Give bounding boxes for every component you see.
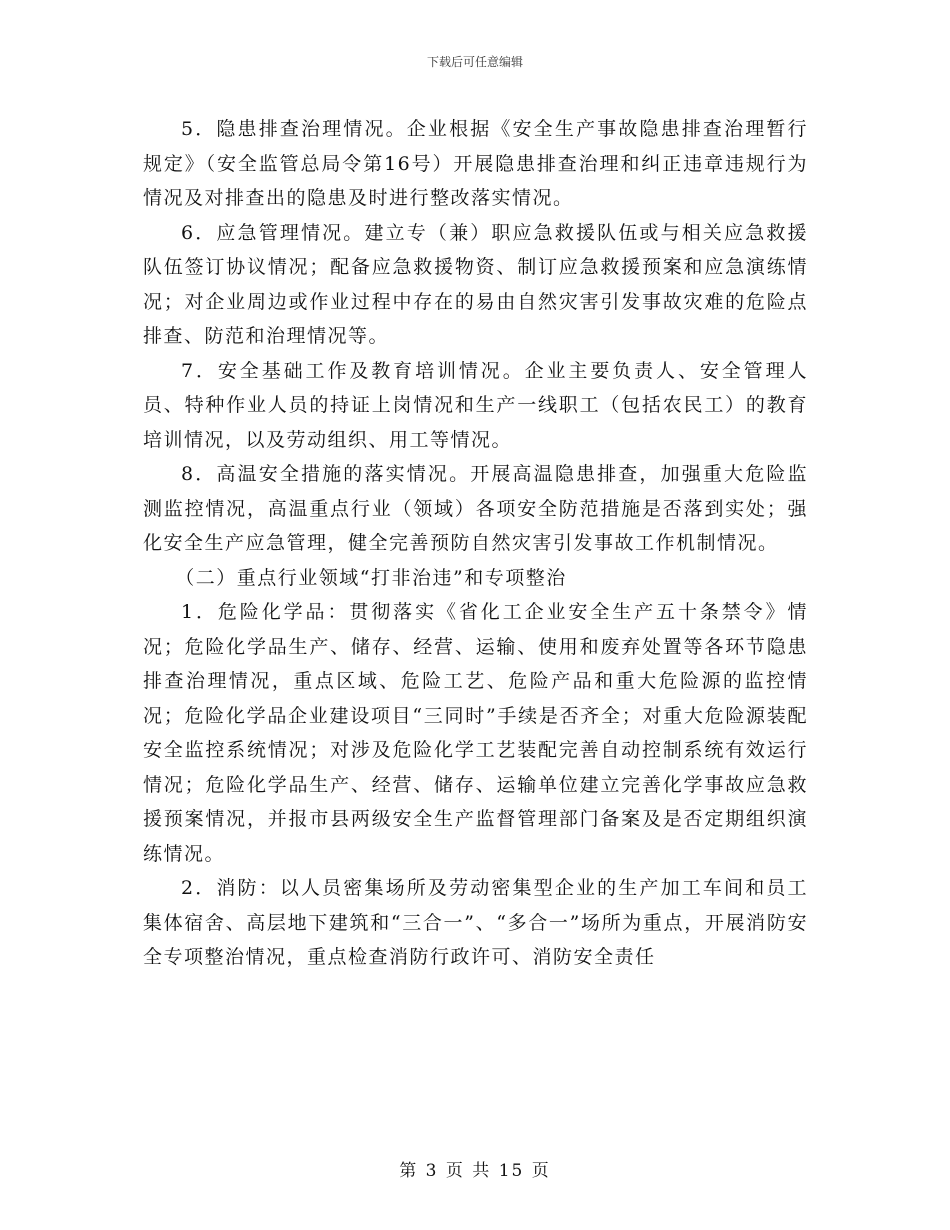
section-heading-key-industries: （二）重点行业领域“打非治违”和专项整治	[175, 566, 567, 589]
paragraph-fire-protection: 2．消防：以人员密集场所及劳动密集型企业的生产加工车间和员工集体宿舍、高层地下建筑和“三合一”、“多合一”场所为重点，开展消防安全专项整治情况，重点检查消防行政许可、消防安全责任	[143, 877, 808, 968]
paragraph-high-temperature: 8．高温安全措施的落实情况。开展高温隐患排查，加强重大危险监测监控情况，高温重点行业（领域）各项安全防范措施是否落到实处；强化安全生产应急管理，健全完善预防自然灾害引发事故工作机制情况。	[143, 463, 808, 554]
paragraph-hazardous-chemicals: 1．危险化学品：贯彻落实《省化工企业安全生产五十条禁令》情况；危险化学品生产、储存、经营、运输、使用和废弃处置等各环节隐患排查治理情况，重点区域、危险工艺、危险产品和重大危险源的监控情况；危险化学品企业建设项目“三同时”手续是否齐全；对重大危险源装配安全监控系统情况；对涉及危险化学工艺装配完善自动控制系统有效运行情况；危险化学品生产、经营、储存、运输单位建立完善化学事故应急救援预案情况，并报市县两级安全生产监督管理部门备案及是否定期组织演练情况。	[143, 601, 808, 865]
header-note: 下载后可任意编辑	[426, 55, 523, 69]
page-number: 第 3 页 共 15 页	[399, 1161, 551, 1181]
document-body	[143, 112, 808, 975]
paragraph-emergency-management: 6．应急管理情况。建立专（兼）职应急救援队伍或与相关应急救援队伍签订协议情况；配备应急救援物资、制订应急救援预案和应急演练情况；对企业周边或作业过程中存在的易由自然灾害引发事故灾难的危险点排查、防范和治理情况等。	[143, 221, 808, 347]
paragraph-hazard-investigation: 5．隐患排查治理情况。企业根据《安全生产事故隐患排查治理暂行规定》（安全监管总局令第16号）开展隐患排查治理和纠正违章违规行为情况及对排查出的隐患及时进行整改落实情况。	[143, 118, 808, 209]
paragraph-safety-training: 7．安全基础工作及教育培训情况。企业主要负责人、安全管理人员、特种作业人员的持证上岗情况和生产一线职工（包括农民工）的教育培训情况，以及劳动组织、用工等情况。	[143, 359, 808, 451]
